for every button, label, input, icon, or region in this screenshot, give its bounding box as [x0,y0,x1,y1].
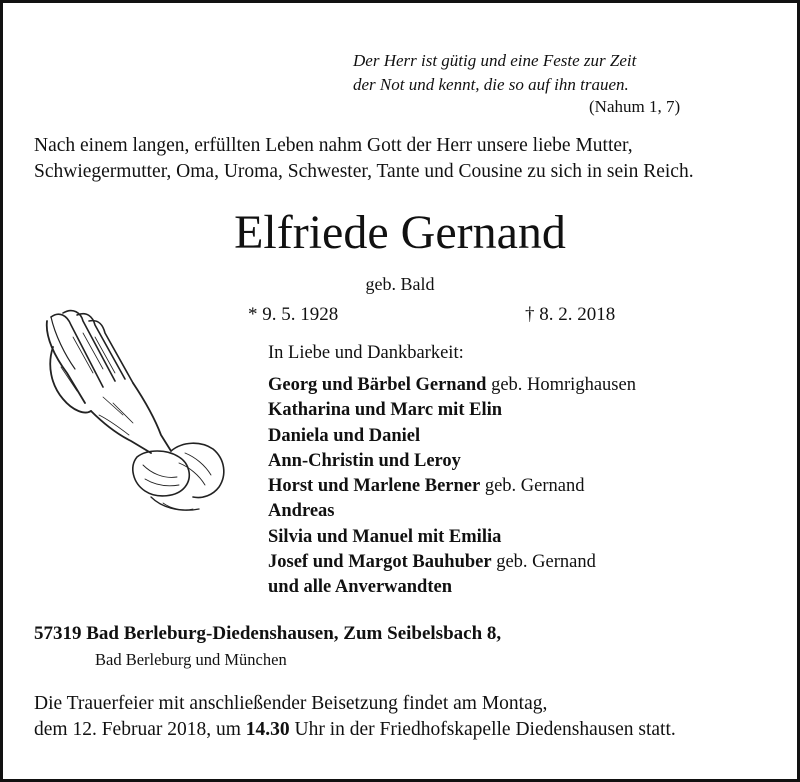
deceased-name: Elfriede Gernand [234,206,566,259]
service-location: Uhr in der Friedhofskapelle Diedenshausen statt. [294,719,676,740]
mourner-row [268,550,636,575]
service-line-2 [34,717,676,743]
mourner-maiden-name: geb. Homrighausen [491,375,636,395]
mourner-name: Josef und Margot Bauhuber [268,552,492,573]
mourner-name: Ann-Christin und Leroy [268,450,461,471]
mourner-maiden-name: geb. Gernand [484,476,585,497]
death-date: † 8. 2. 2018 [525,304,616,325]
mourner-name: Horst und Marlene Berner [268,476,481,497]
mourner-row [268,525,636,550]
mourner-row [268,499,636,524]
mourners-list [268,373,636,601]
mourner-name: und alle Anverwandten [268,577,453,598]
service-time: 14.30 [245,719,290,740]
verse-line-2: der Not und kennt, die so auf ihn trauen. [353,75,629,94]
mourner-name: Georg und Bärbel Gernand [268,375,487,395]
verse-line-1: Der Herr ist gütig und eine Feste zur Zeit [353,51,637,70]
mourner-name: Katharina und Marc mit Elin [268,400,503,421]
mourner-row [268,373,636,398]
mourner-name: Silvia und Manuel mit Emilia [268,526,502,547]
intro-line-2: Schwiegermutter, Oma, Uroma, Schwester, Tante und Cousine zu sich in sein Reich. [34,161,694,182]
mourner-name: Andreas [268,501,335,522]
mourner-row [268,575,636,600]
thanks-line: In Liebe und Dankbarkeit: [268,343,464,363]
mourner-row [268,398,636,423]
birth-date: * 9. 5. 1928 [248,304,339,325]
mourner-row [268,424,636,449]
maiden-name: geb. Bald [365,274,435,294]
praying-hands-icon [33,307,229,517]
family-address: 57319 Bad Berleburg-Diedenshausen, Zum Seibelsbach 8, [34,623,502,644]
bible-verse [353,49,636,97]
mourner-row [268,449,636,474]
family-cities: Bad Berleburg und München [95,650,287,669]
mourner-name: Daniela und Daniel [268,425,421,446]
funeral-service-notice [34,691,676,743]
mourner-maiden-name: geb. Gernand [496,552,596,573]
service-line-1: Die Trauerfeier mit anschließender Beisetzung findet am Montag, [34,693,548,714]
mourner-row [268,474,636,499]
service-date: dem 12. Februar 2018, um [34,719,241,740]
verse-reference: (Nahum 1, 7) [589,97,681,116]
intro-text [34,133,694,185]
intro-line-1: Nach einem langen, erfüllten Leben nahm Gott der Herr unsere liebe Mutter, [34,135,633,156]
